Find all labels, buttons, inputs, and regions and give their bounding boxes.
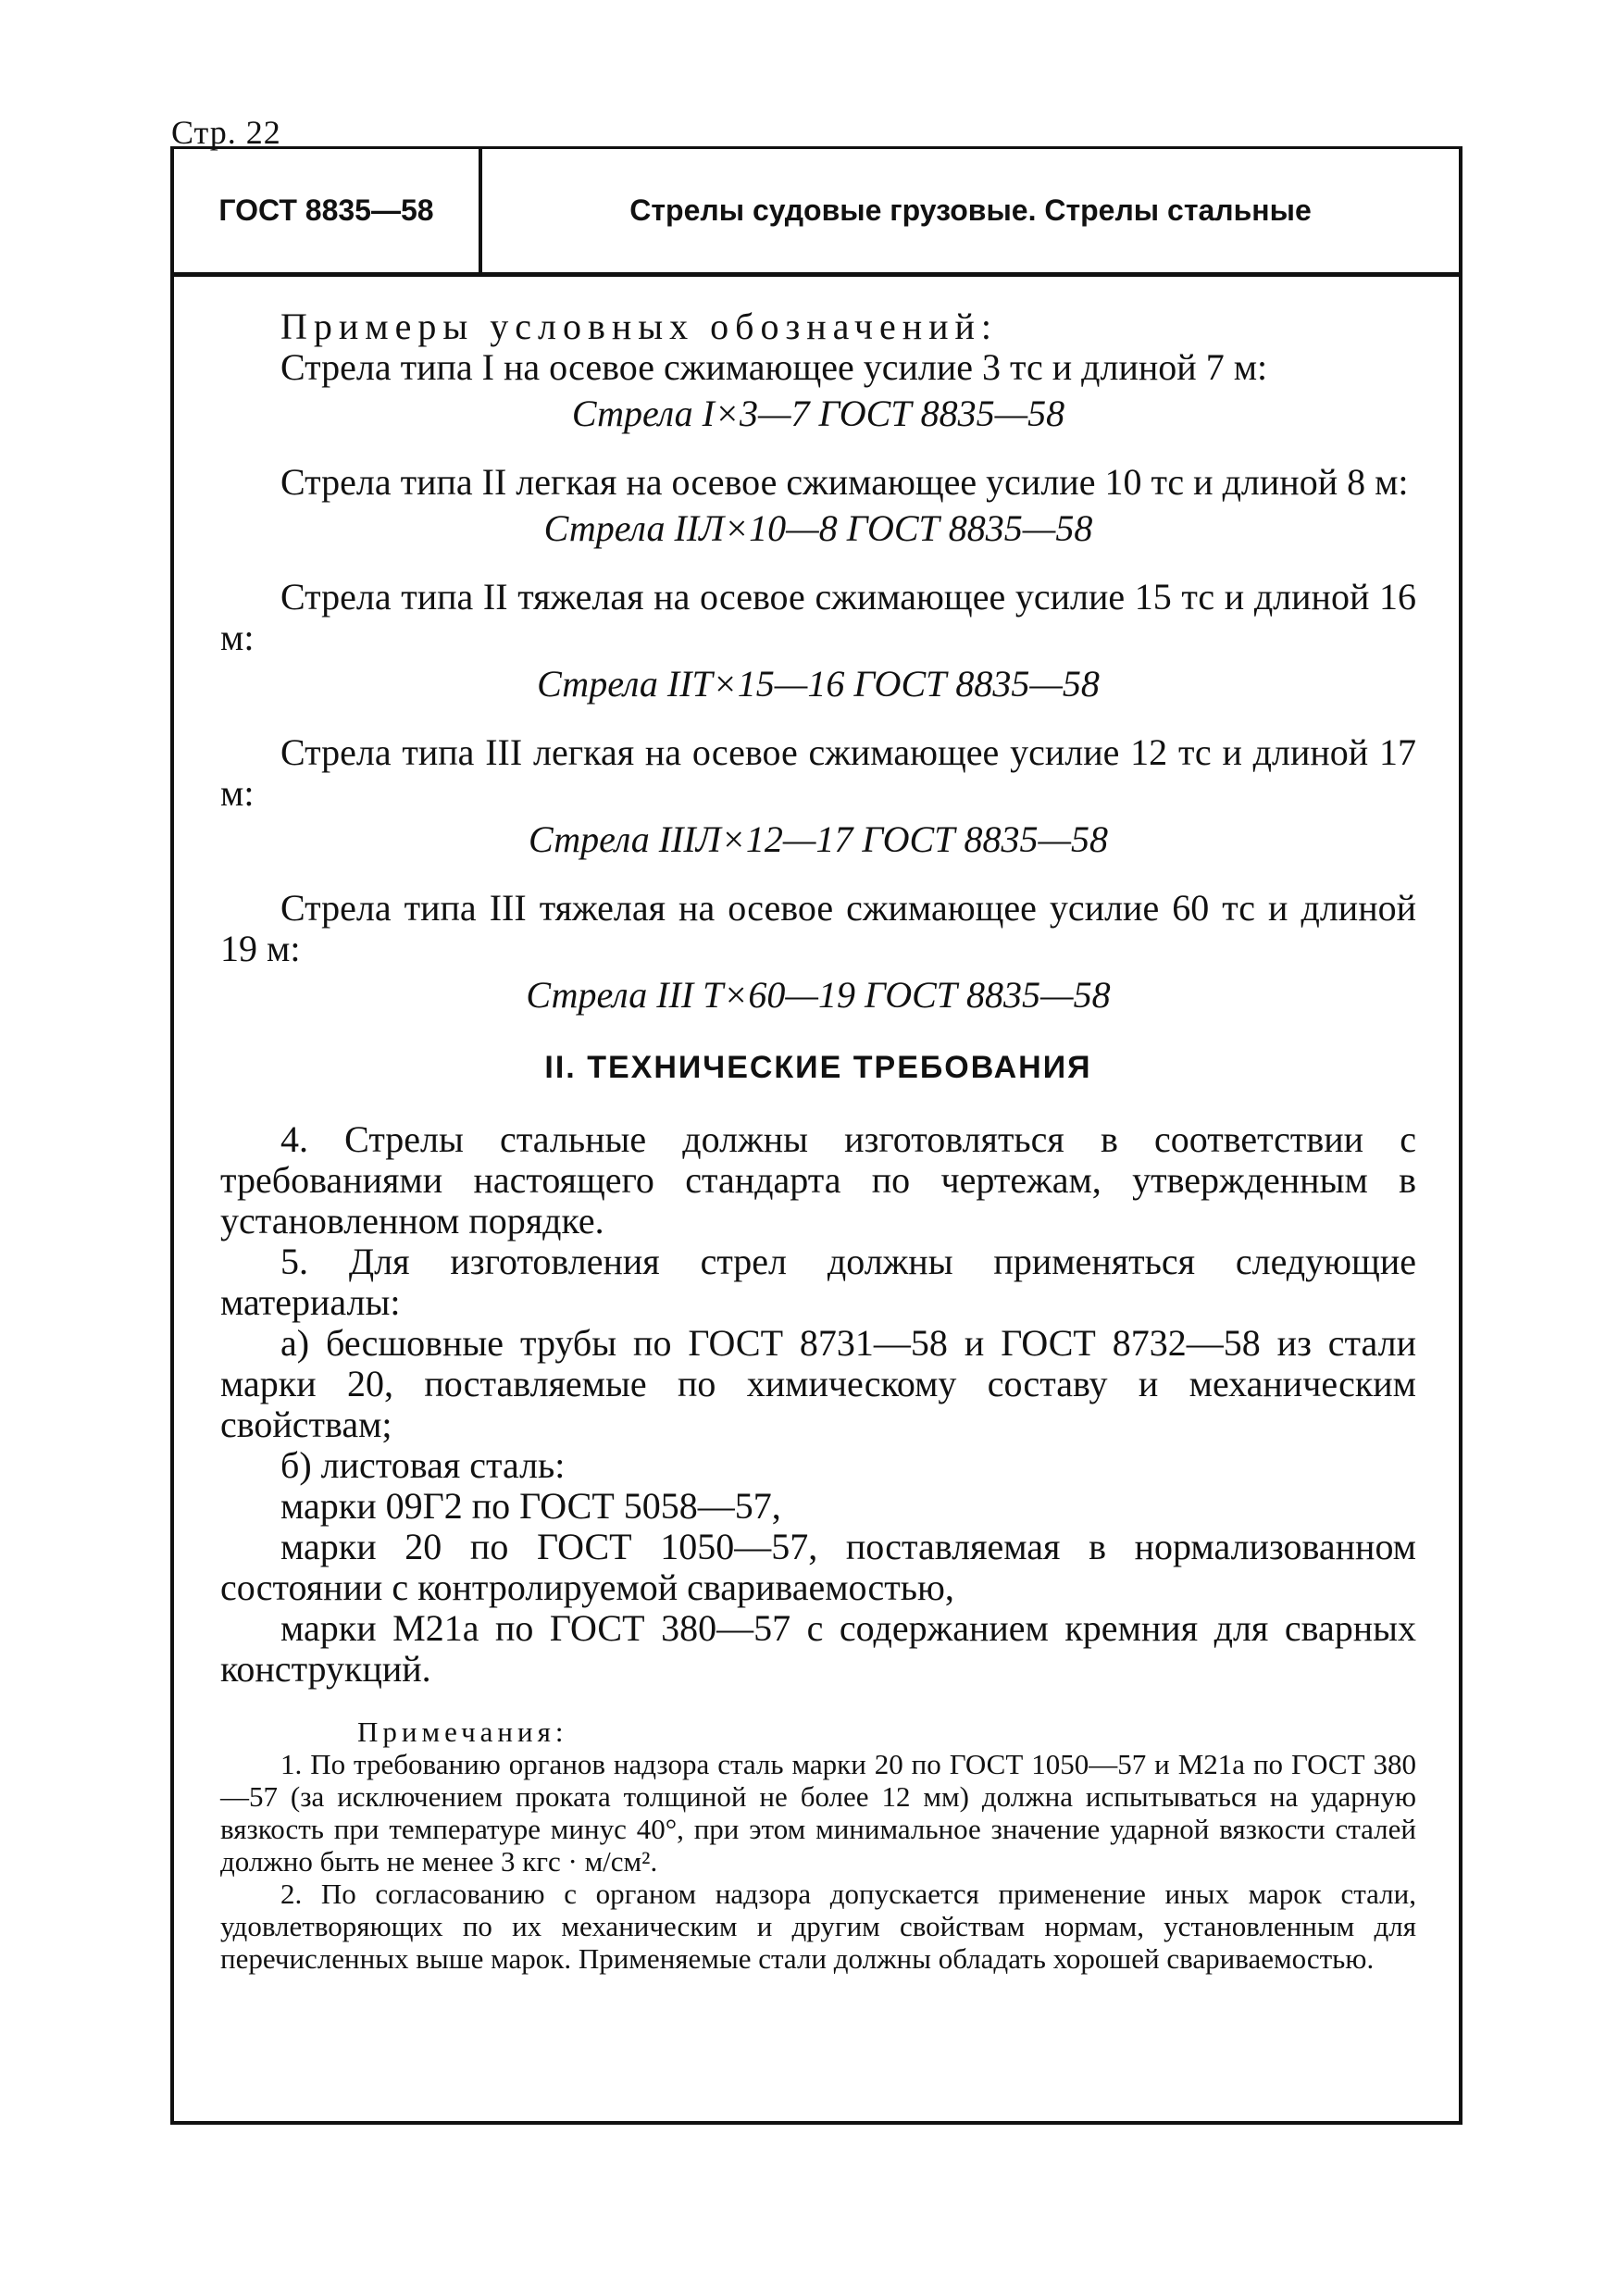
example-text: Стрела типа II тяжелая на осевое сжимающее усилие 15 тс и длиной 16 м: <box>220 576 1416 658</box>
page-frame <box>170 146 1462 2125</box>
standard-code: ГОСТ 8835—58 <box>218 193 434 227</box>
example-text: Стрела типа III легкая на осевое сжимающее усилие 12 тс и длиной 17 м: <box>220 731 1416 814</box>
example-text: Стрела типа I на осевое сжимающее усилие 3 тс и длиной 7 м: <box>280 346 1268 388</box>
example-text: Стрела типа II легкая на осевое сжимающее усилие 10 тс и длиной 8 м: <box>280 461 1409 503</box>
page-content <box>220 306 1416 1975</box>
standard-title: Стрелы судовые грузовые. Стрелы стальные <box>629 193 1312 227</box>
notes-title: Примечания: <box>357 1716 568 1748</box>
note-2: 2. По согласованию с органом надзора допускается применение иных марок стали, удовлетворяющих по их механическим и другим свойствам нормам, установленным для перечисленных выше марок. Применяемые стали должны обладать хорошей свариваемостью. <box>220 1878 1416 1975</box>
example-designation: Стрела I×3—7 ГОСТ 8835—58 <box>571 393 1065 434</box>
note-1: 1. По требованию органов надзора сталь марки 20 по ГОСТ 1050—57 и М21а по ГОСТ 380—57 (за исключением проката толщиной не более 12 мм) должна испытываться на ударную вязкость при температуре минус 40°, при этом минимальное значение ударной вязкости сталей должно быть не менее 3 кгс · м/см². <box>220 1748 1416 1878</box>
clause-4: 4. Стрелы стальные должны изготовляться в соответствии с требованиями настоящего стандарта по чертежам, утвержденным в установленном порядке. <box>220 1118 1416 1242</box>
example-designation: Стрела IIТ×15—16 ГОСТ 8835—58 <box>537 663 1100 705</box>
notes-block <box>220 1716 1416 1975</box>
header-code-cell <box>174 149 482 272</box>
clause-5b-item: марки 20 по ГОСТ 1050—57, поставляемая в нормализованном состоянии с контролируемой свариваемостью, <box>220 1526 1416 1608</box>
example-designation: Стрела IIЛ×10—8 ГОСТ 8835—58 <box>543 507 1093 549</box>
examples-title: Примеры условных обозначений: <box>280 306 999 347</box>
clause-5b: б) листовая сталь: <box>280 1444 566 1486</box>
page-number: Стр. 22 <box>171 114 281 151</box>
example-text: Стрела типа III тяжелая на осевое сжимающее усилие 60 тс и длиной 19 м: <box>220 887 1416 969</box>
example-designation: Стрела III Т×60—19 ГОСТ 8835—58 <box>526 974 1111 1016</box>
clause-5b-item: марки 09Г2 по ГОСТ 5058—57, <box>280 1485 781 1527</box>
document-header <box>174 149 1459 277</box>
example-designation: Стрела IIIЛ×12—17 ГОСТ 8835—58 <box>528 818 1109 860</box>
clause-5: 5. Для изготовления стрел должны применяться следующие материалы: <box>220 1241 1416 1323</box>
header-title-cell <box>482 149 1459 272</box>
section-heading: II. ТЕХНИЧЕСКИЕ ТРЕБОВАНИЯ <box>544 1050 1092 1085</box>
clause-5b-item: марки М21а по ГОСТ 380—57 с содержанием кремния для сварных конструкций. <box>220 1607 1416 1690</box>
clause-5a: а) бесшовные трубы по ГОСТ 8731—58 и ГОСТ 8732—58 из стали марки 20, поставляемые по химическому составу и механическим свойствам; <box>220 1322 1416 1445</box>
